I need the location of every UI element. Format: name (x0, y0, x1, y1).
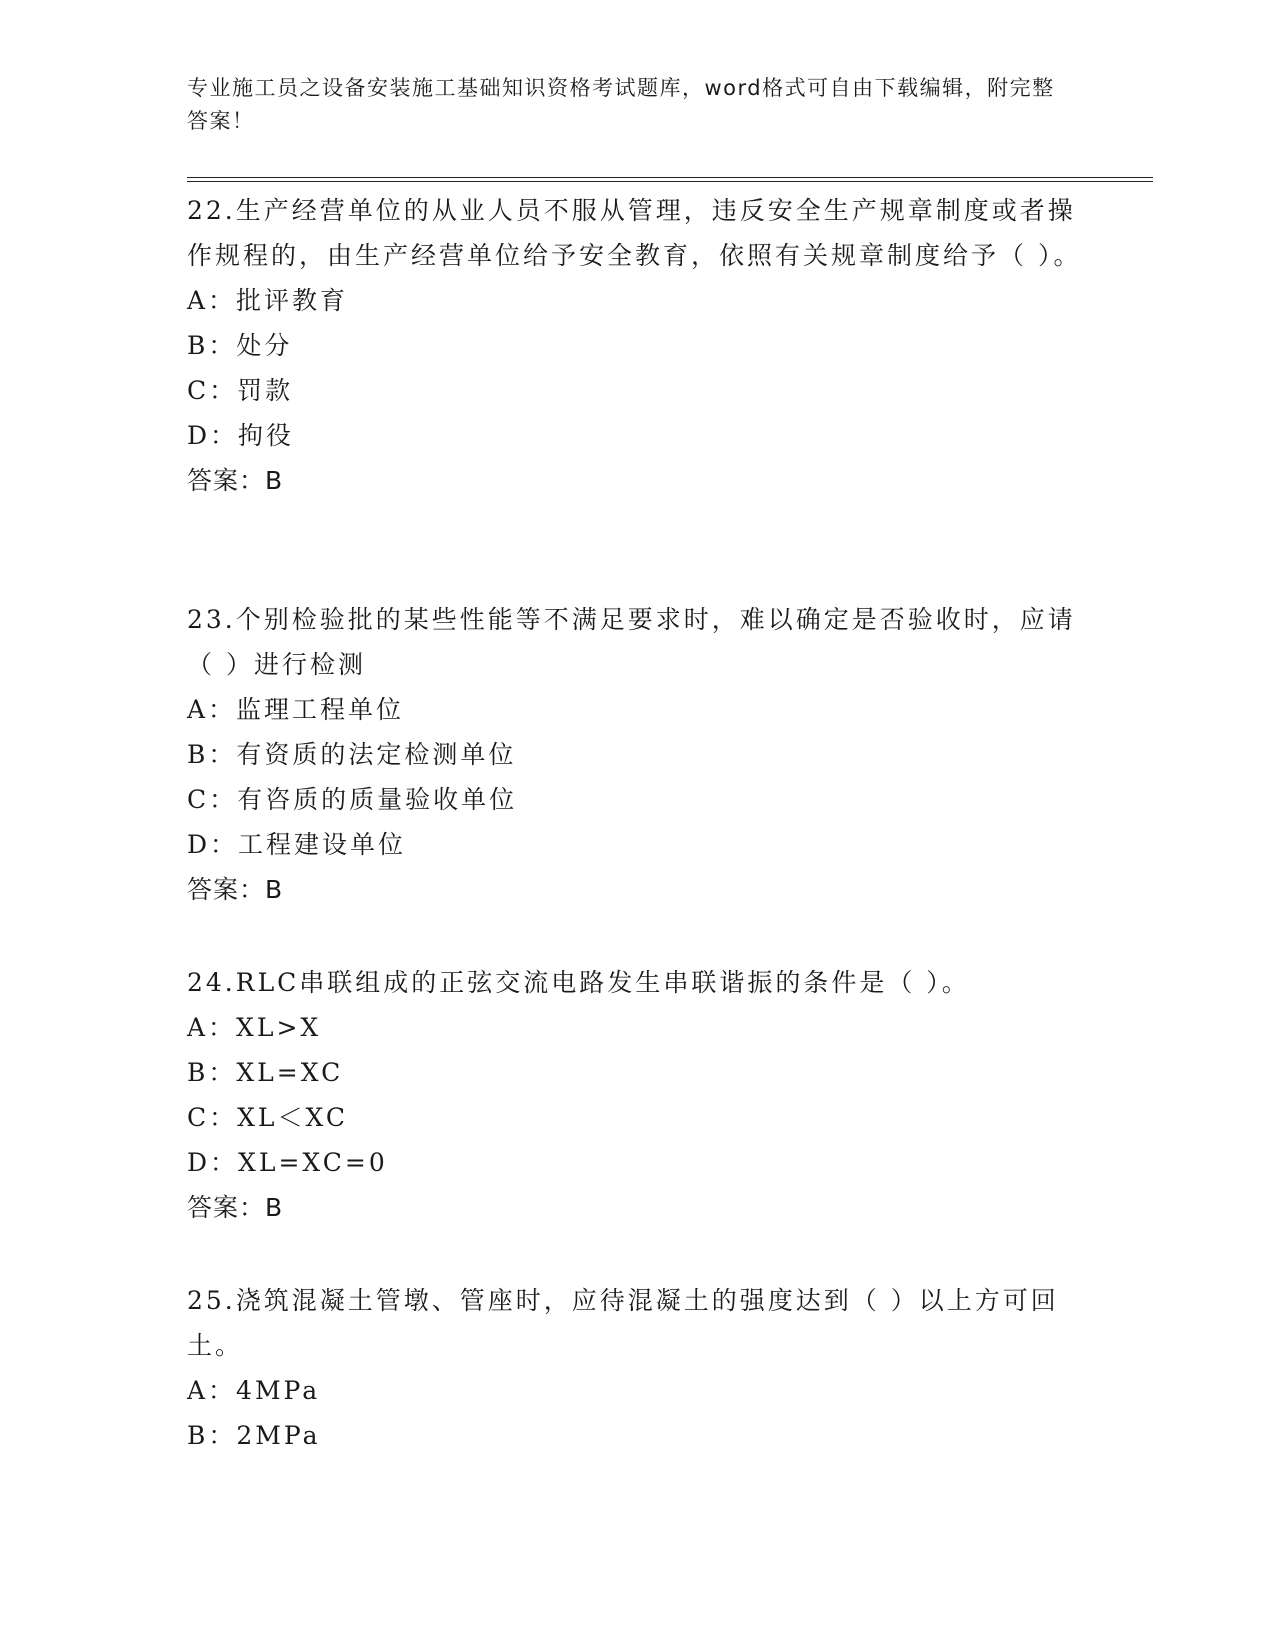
question-22 (187, 188, 1087, 503)
header-divider-top (187, 177, 1153, 178)
answer: 答案：B (187, 875, 284, 904)
option-a: A：监理工程单位 (187, 695, 405, 724)
option-a: A：4MPa (187, 1376, 321, 1405)
document-header: 专业施工员之设备安装施工基础知识资格考试题库，word格式可自由下载编辑，附完整答案！ (187, 76, 1055, 133)
option-a: A：批评教育 (187, 286, 349, 315)
header-divider-bottom (187, 181, 1153, 182)
option-c: C：罚款 (187, 376, 294, 405)
option-d: D：XL=XC=0 (187, 1148, 388, 1177)
option-b: B：XL=XC (187, 1058, 344, 1087)
question-23 (187, 597, 1087, 912)
question-stem: 24.RLC串联组成的正弦交流电路发生串联谐振的条件是（ ）。 (187, 968, 970, 997)
option-a: A：XL>X (187, 1013, 322, 1042)
answer: 答案：B (187, 466, 284, 495)
question-stem: 23.个别检验批的某些性能等不满足要求时，难以确定是否验收时，应请（ ）进行检测 (187, 605, 1076, 679)
option-c: C：有咨质的质量验收单位 (187, 785, 518, 814)
question-25 (187, 1278, 1087, 1458)
option-b: B：有资质的法定检测单位 (187, 740, 517, 769)
question-stem: 25.浇筑混凝土管墩、管座时，应待混凝土的强度达到（ ）以上方可回土。 (187, 1286, 1059, 1360)
question-stem: 22.生产经营单位的从业人员不服从管理，违反安全生产规章制度或者操作规程的，由生产经营单位给予安全教育，依照有关规章制度给予（ ）。 (187, 196, 1082, 270)
option-b: B：处分 (187, 331, 293, 360)
option-d: D：拘役 (187, 421, 295, 450)
answer: 答案：B (187, 1193, 284, 1222)
question-24 (187, 960, 1087, 1230)
option-d: D：工程建设单位 (187, 830, 407, 859)
option-b: B：2MPa (187, 1421, 321, 1450)
option-c: C：XL＜XC (187, 1103, 349, 1132)
